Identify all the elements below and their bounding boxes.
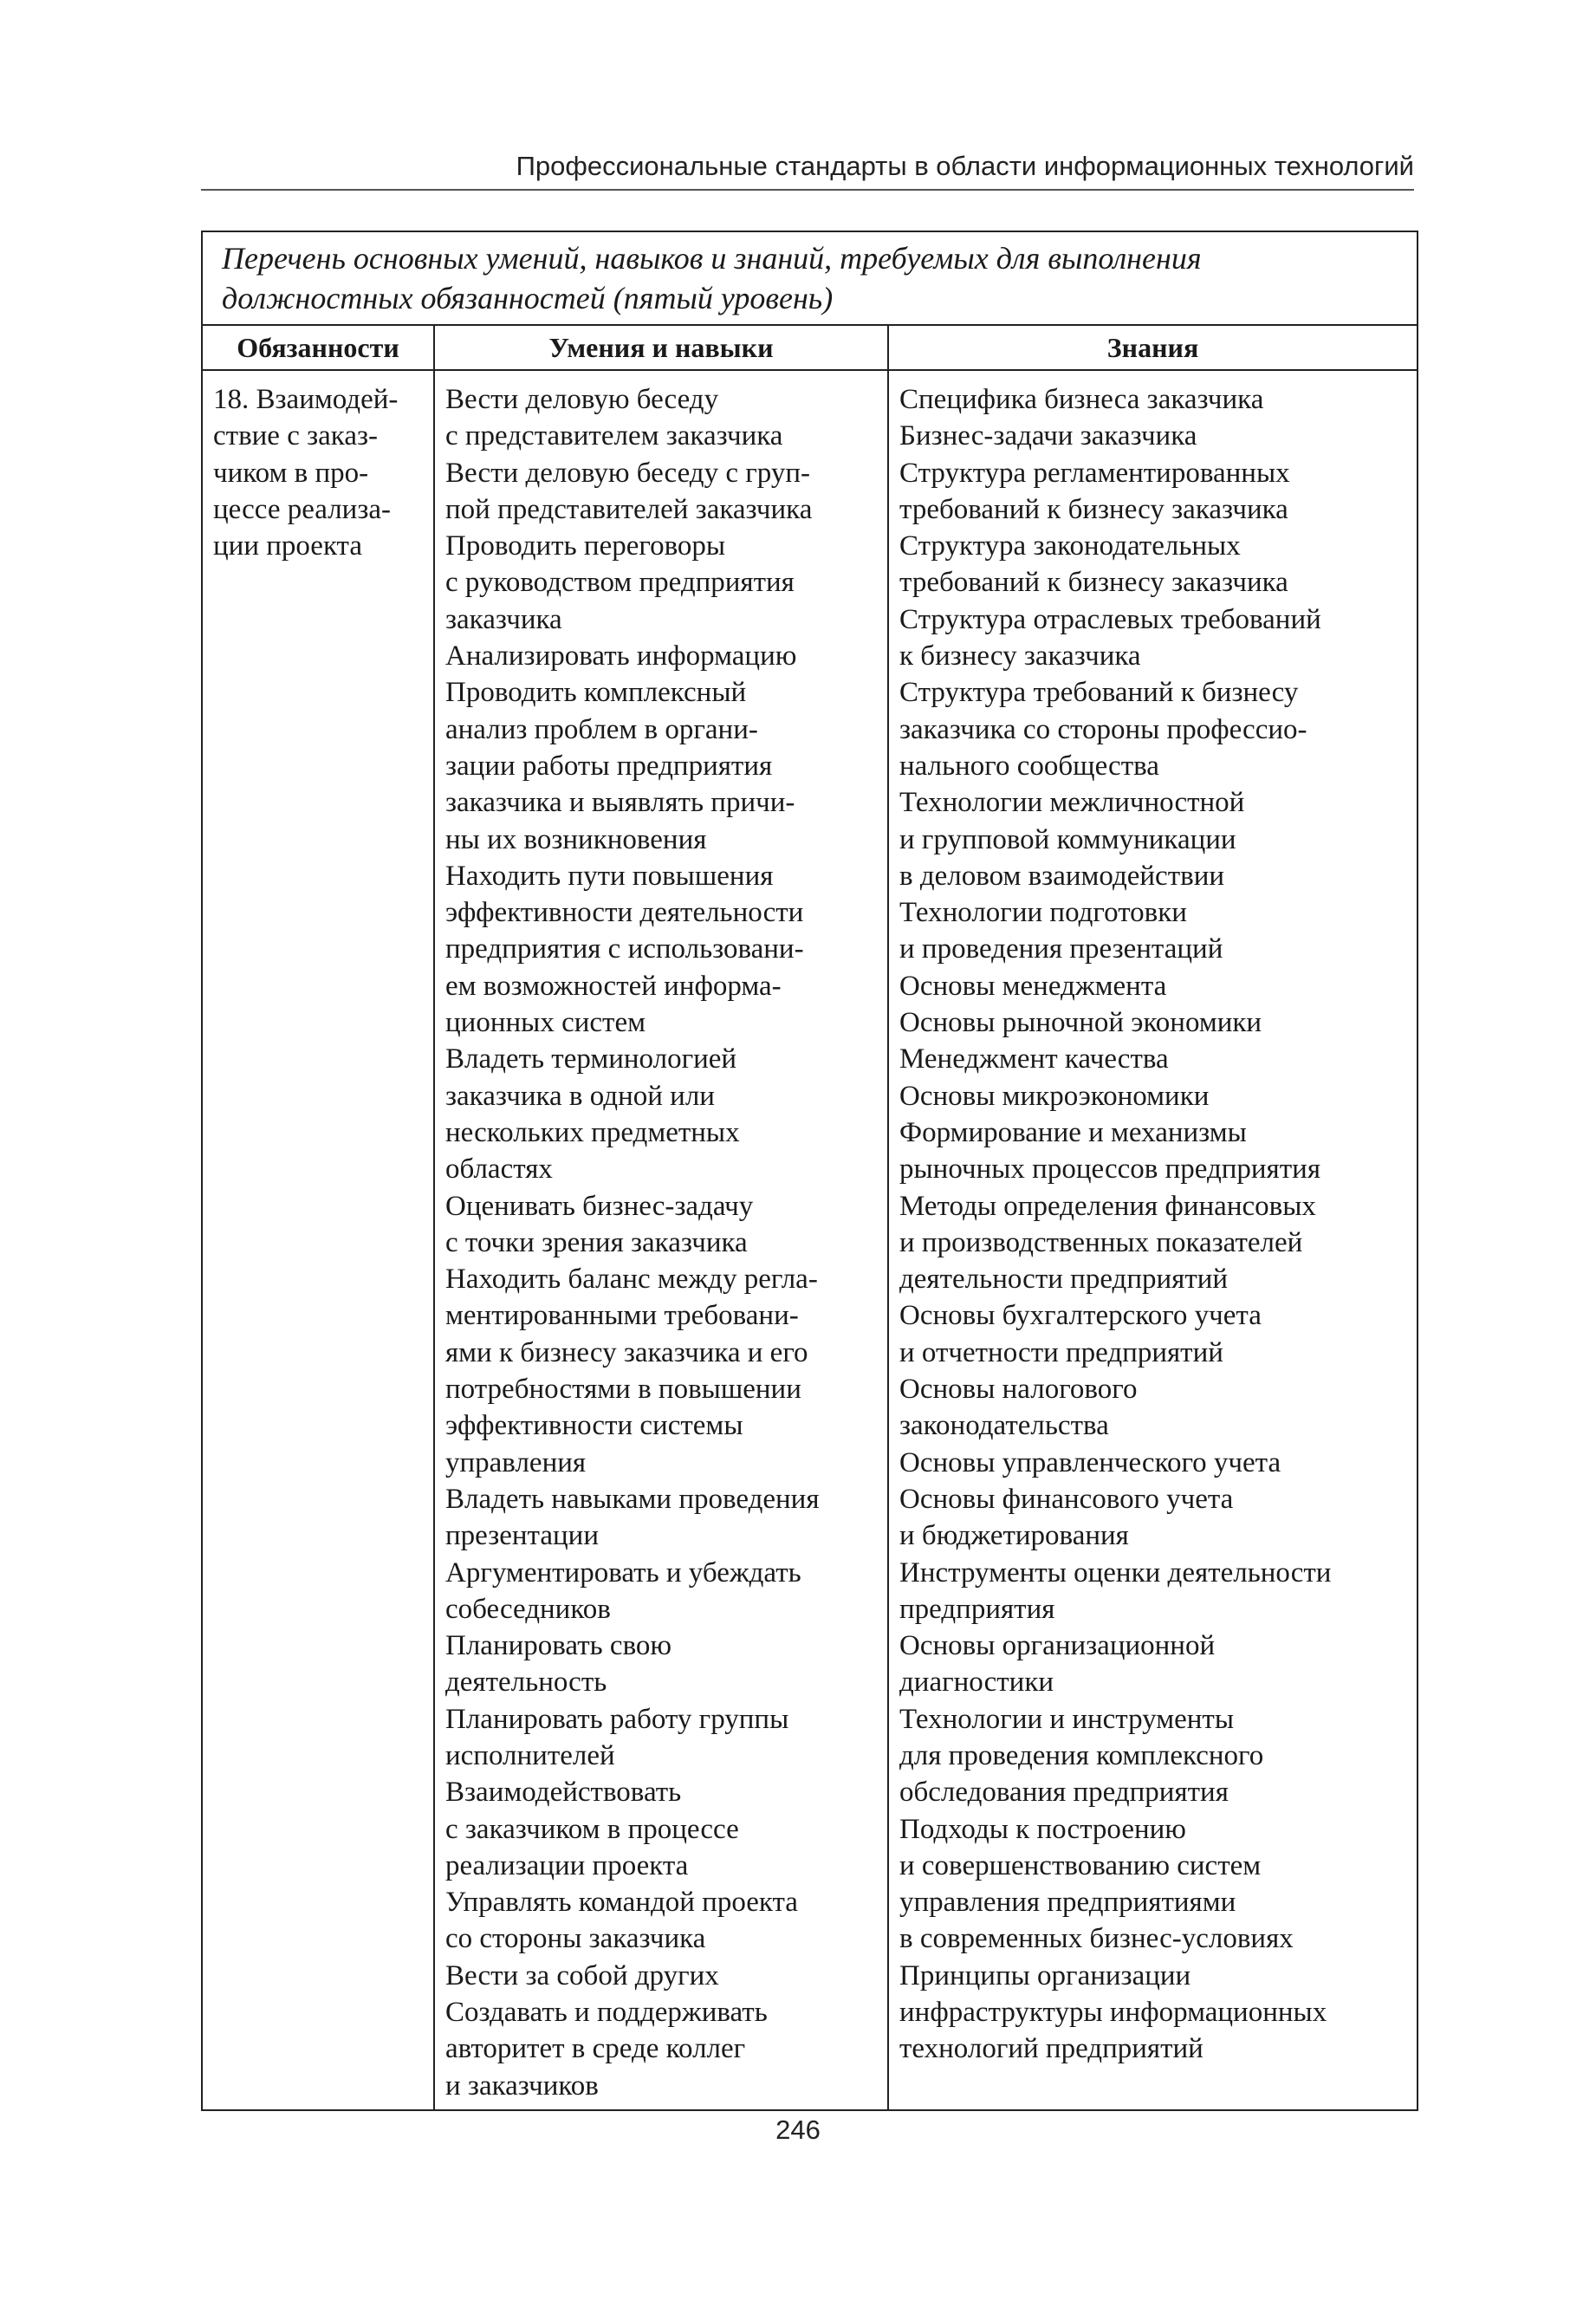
knowledge-line: управления предприятиями [899, 1887, 1236, 1919]
skill-line: презентации [445, 1520, 600, 1552]
duty-line: 18. Взаимодей- [213, 384, 399, 415]
skill-line: эффективности системы [445, 1410, 743, 1442]
skill-line: ционных систем [445, 1007, 646, 1039]
skill-line: Управлять командой проекта [445, 1887, 798, 1919]
column-header-duties: Обязанности [202, 325, 434, 370]
competency-table [201, 231, 1418, 2111]
skill-line: с точки зрения заказчика [445, 1226, 748, 1258]
knowledge-line: Подходы к построению [899, 1813, 1186, 1845]
duty-line: ствие с заказ- [213, 420, 378, 452]
knowledge-line: Бизнес-задачи заказчика [899, 420, 1197, 452]
skill-line: Находить пути повышения [445, 860, 774, 892]
duty-line: чиком в про- [213, 457, 369, 489]
column-header-knowledge: Знания [888, 325, 1418, 370]
knowledge-line: обследования предприятия [899, 1777, 1229, 1809]
caption-row [202, 231, 1418, 325]
page-number: 246 [775, 2115, 821, 2145]
skill-line: с руководством предприятия [445, 567, 795, 599]
skill-line: Проводить переговоры [445, 530, 726, 562]
skill-line: ями к бизнесу заказчика и его [445, 1336, 808, 1368]
knowledge-line: и совершенствованию систем [899, 1849, 1262, 1881]
skill-line: предприятия с использовани- [445, 933, 804, 965]
knowledge-line: Основы микроэкономики [899, 1080, 1210, 1112]
knowledge-line: и проведения презентаций [899, 933, 1223, 965]
skill-line: ны их возникновения [445, 823, 707, 855]
knowledge-line: Основы рыночной экономики [899, 1007, 1262, 1039]
skill-line: заказчика и выявлять причи- [445, 787, 795, 819]
skill-line: областях [445, 1153, 553, 1186]
knowledge-line: Основы менеджмента [899, 970, 1167, 1002]
knowledge-line: Специфика бизнеса заказчика [899, 384, 1264, 415]
knowledge-line: Основы управленческого учета [899, 1446, 1281, 1478]
knowledge-line: деятельности предприятий [899, 1264, 1229, 1296]
knowledge-line: Технологии и инструменты [899, 1703, 1235, 1735]
knowledge-line: заказчика со стороны профессио- [899, 713, 1307, 745]
skill-line: Вести за собой других [445, 1959, 719, 1991]
knowledge-line: и бюджетирования [899, 1520, 1129, 1552]
knowledge-line: Структура законодательных [899, 530, 1241, 562]
skill-line: Вести деловую беседу [445, 384, 719, 415]
knowledge-line: и групповой коммуникации [899, 823, 1236, 855]
table-caption [202, 231, 1418, 325]
skill-line: Планировать свою [445, 1630, 672, 1662]
column-header-skills: Умения и навыки [434, 325, 888, 370]
running-header: Профессиональные стандарты в области информационных технологий [201, 149, 1414, 191]
knowledge-line: нального сообщества [899, 750, 1159, 782]
header-row [202, 325, 1418, 370]
knowledge-line: для проведения комплексного [899, 1739, 1264, 1771]
knowledge-line: диагностики [899, 1667, 1054, 1699]
skill-line: управления [445, 1446, 587, 1478]
skill-line: Оценивать бизнес-задачу [445, 1190, 754, 1222]
knowledge-line: рыночных процессов предприятия [899, 1153, 1320, 1186]
skill-line: анализ проблем в органи- [445, 713, 758, 745]
skill-line: деятельность [445, 1667, 607, 1699]
duties-cell [202, 370, 434, 2110]
knowledge-line: Основы налогового [899, 1374, 1138, 1406]
skill-line: Вести деловую беседу с груп- [445, 457, 810, 489]
skill-line: исполнителей [445, 1739, 615, 1771]
knowledge-line: Структура отраслевых требований [899, 603, 1321, 635]
knowledge-line: законодательства [899, 1410, 1109, 1442]
knowledge-line: Основы финансового учета [899, 1483, 1234, 1515]
duty-line: ции проекта [213, 530, 363, 562]
knowledge-cell [888, 370, 1418, 2110]
skill-line: пой представителей заказчика [445, 493, 813, 525]
skill-line: ем возможностей информа- [445, 970, 782, 1002]
skill-line: Владеть терминологией [445, 1043, 737, 1075]
skill-line: Взаимодействовать [445, 1777, 682, 1809]
knowledge-line: Технологии межличностной [899, 787, 1245, 819]
knowledge-line: Инструменты оценки деятельности [899, 1556, 1332, 1589]
skill-line: Находить баланс между регла- [445, 1264, 818, 1296]
caption-line: Перечень основных умений, навыков и знаний, требуемых для выполнения [222, 241, 1202, 276]
skill-line: собеседников [445, 1593, 611, 1625]
knowledge-line: Основы бухгалтерского учета [899, 1300, 1262, 1332]
knowledge-line: и производственных показателей [899, 1226, 1303, 1258]
caption-line: должностных обязанностей (пятый уровень) [222, 281, 834, 315]
knowledge-line: требований к бизнесу заказчика [899, 567, 1288, 599]
knowledge-line: технологий предприятий [899, 2033, 1203, 2065]
knowledge-line: Структура требований к бизнесу [899, 677, 1299, 709]
skill-line: потребностями в повышении [445, 1374, 801, 1406]
knowledge-line: Формирование и механизмы [899, 1116, 1247, 1148]
knowledge-line: Методы определения финансовых [899, 1190, 1316, 1222]
skill-line: Проводить комплексный [445, 677, 747, 709]
skill-line: заказчика в одной или [445, 1080, 715, 1112]
skill-line: заказчика [445, 603, 562, 635]
skill-line: нескольких предметных [445, 1116, 740, 1148]
skill-line: Создавать и поддерживать [445, 1997, 768, 2029]
skills-cell [434, 370, 888, 2110]
knowledge-line: в деловом взаимодействии [899, 860, 1225, 892]
skill-line: с заказчиком в процессе [445, 1813, 739, 1845]
skill-line: зации работы предприятия [445, 750, 773, 782]
knowledge-line: инфраструктуры информационных [899, 1997, 1327, 2029]
skill-line: ментированными требовани- [445, 1300, 799, 1332]
knowledge-line: предприятия [899, 1593, 1055, 1625]
knowledge-line: Структура регламентированных [899, 457, 1290, 489]
skill-line: Анализировать информацию [445, 640, 797, 672]
knowledge-line: Основы организационной [899, 1630, 1216, 1662]
duty-line: цессе реализа- [213, 493, 392, 525]
knowledge-line: и отчетности предприятий [899, 1336, 1223, 1368]
knowledge-line: требований к бизнесу заказчика [899, 493, 1288, 525]
skill-line: Планировать работу группы [445, 1703, 789, 1735]
knowledge-line: Менеджмент качества [899, 1043, 1169, 1075]
skill-line: Аргументировать и убеждать [445, 1556, 801, 1589]
skill-line: с представителем заказчика [445, 420, 783, 452]
knowledge-line: в современных бизнес-условиях [899, 1923, 1294, 1955]
knowledge-line: Технологии подготовки [899, 897, 1187, 929]
table-row [202, 370, 1418, 2110]
knowledge-line: к бизнесу заказчика [899, 640, 1141, 672]
skill-line: авторитет в среде коллег [445, 2033, 746, 2065]
skill-line: Владеть навыками проведения [445, 1483, 820, 1515]
skill-line: со стороны заказчика [445, 1923, 706, 1955]
skill-line: эффективности деятельности [445, 897, 804, 929]
skill-line: реализации проекта [445, 1849, 689, 1881]
knowledge-line: Принципы организации [899, 1959, 1191, 1991]
skill-line: и заказчиков [445, 2069, 599, 2102]
